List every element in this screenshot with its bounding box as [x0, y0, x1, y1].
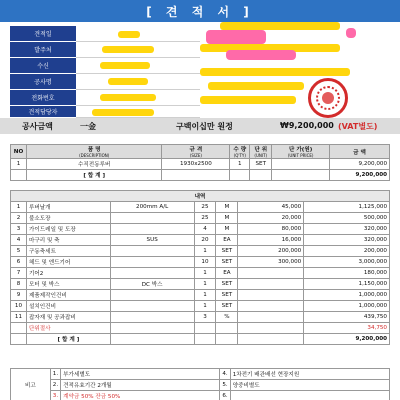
redaction-mark — [92, 109, 154, 116]
info-label-project: 공사명 — [10, 74, 76, 90]
info-label-recipient: 수신 — [10, 58, 76, 74]
cell-qty: 1 — [194, 279, 216, 290]
cell-unit — [216, 323, 238, 334]
table-row — [11, 235, 390, 246]
cell-no: 9 — [11, 290, 27, 301]
cell-spec: 200mm A/L — [110, 202, 194, 213]
cell-qty: 20 — [194, 235, 216, 246]
cell-amount: 320,000 — [304, 235, 390, 246]
cell-price: 20,000 — [238, 213, 304, 224]
cell-qty — [194, 323, 216, 334]
cell-amount: 500,000 — [304, 213, 390, 224]
cell-item: 설치인건비 — [26, 301, 110, 312]
cell-amount: 1,125,000 — [304, 202, 390, 213]
cell-unit: % — [216, 312, 238, 323]
cell-spec — [110, 301, 194, 312]
cell-unit: EA — [216, 235, 238, 246]
remark-item: 1차전기 배관배선 현장지원 — [230, 369, 389, 380]
table-row — [11, 323, 390, 334]
cell-amount: 180,000 — [304, 268, 390, 279]
detail-total-row: [ 합 계 ] 9,200,000 — [11, 334, 390, 345]
cell-price: 80,000 — [238, 224, 304, 235]
info-label-phone: 전화번호 — [10, 90, 76, 106]
cell-no: 11 — [11, 312, 27, 323]
cell-no — [11, 323, 27, 334]
detail-section-title: 내역 — [11, 191, 390, 202]
cell-price — [238, 312, 304, 323]
cell-item: 구동축세트 — [26, 246, 110, 257]
cell-item: 헤드 및 엔드기어 — [26, 257, 110, 268]
cell-price: 200,000 — [238, 246, 304, 257]
cell-item: 기어2 — [26, 268, 110, 279]
redaction-mark — [220, 22, 340, 30]
cell-spec — [110, 246, 194, 257]
table-row: 1 수직전동루버 1930x2500 1 SET 9,200,000 — [11, 159, 390, 170]
cell-item: 가이드레일 및 도장 — [26, 224, 110, 235]
header-qty: 수 량 (Q'TY) — [230, 145, 250, 159]
redaction-mark — [108, 78, 148, 85]
remarks-label: 비고 — [11, 369, 51, 400]
remark-item: 계약금 50% 잔금 50% — [61, 391, 220, 400]
cell-no: 5 — [11, 246, 27, 257]
cell-item: 단위절사 — [26, 323, 110, 334]
cell-amount: 1,000,000 — [304, 290, 390, 301]
info-label-manager: 견적담당자 — [10, 106, 76, 118]
cell-unit: M — [216, 202, 238, 213]
amount-unit: 一金 — [80, 122, 96, 131]
redaction-mark — [346, 28, 356, 38]
cell-item: 불소도장 — [26, 213, 110, 224]
table-row — [11, 257, 390, 268]
cell-no: 10 — [11, 301, 27, 312]
cell-qty: 1 — [194, 290, 216, 301]
summary-table — [10, 144, 390, 181]
cell-unit: M — [216, 213, 238, 224]
cell-spec — [110, 290, 194, 301]
amount-vat-note: (VAT별도) — [338, 122, 378, 131]
cell-qty: 1 — [194, 301, 216, 312]
table-row — [11, 213, 390, 224]
cell-no: 3 — [11, 224, 27, 235]
table-row — [11, 312, 390, 323]
summary-header-row — [11, 145, 390, 159]
cell-unit: SET — [216, 279, 238, 290]
cell-price — [238, 290, 304, 301]
header-amount: 금 액 — [330, 145, 390, 159]
cell-spec — [110, 268, 194, 279]
contract-amount-bar — [0, 118, 400, 134]
cell-item: 잡자재 및 공과잡비 — [26, 312, 110, 323]
remark-item: 견적유효기간 2개월 — [61, 380, 220, 391]
cell-price — [238, 301, 304, 312]
cell-qty: 3 — [194, 312, 216, 323]
cell-item: 마구리 및 축 — [26, 235, 110, 246]
redaction-mark — [200, 68, 350, 76]
table-row — [11, 202, 390, 213]
header-no: NO — [11, 145, 27, 159]
redaction-mark — [208, 82, 304, 90]
cell-no: 7 — [11, 268, 27, 279]
cell-item: 제품제작인건비 — [26, 290, 110, 301]
cell-unit: SET — [216, 257, 238, 268]
redaction-mark — [102, 46, 154, 53]
table-row — [11, 246, 390, 257]
cell-qty: 25 — [194, 213, 216, 224]
remark-item — [230, 391, 389, 400]
cell-qty: 1 — [194, 268, 216, 279]
cell-unit: SET — [216, 301, 238, 312]
cell-spec — [110, 312, 194, 323]
cell-amount: 439,750 — [304, 312, 390, 323]
table-row — [11, 301, 390, 312]
table-row — [11, 279, 390, 290]
redaction-mark — [200, 96, 296, 104]
cell-price — [238, 279, 304, 290]
cell-amount: 34,750 — [304, 323, 390, 334]
cell-qty: 4 — [194, 224, 216, 235]
cell-spec — [110, 323, 194, 334]
remark-item: 부가세별도 — [61, 369, 220, 380]
header-unit-price: 단 가(원) (UNIT PRICE) — [272, 145, 330, 159]
table-row — [11, 268, 390, 279]
redaction-mark — [118, 31, 140, 38]
table-row — [11, 224, 390, 235]
cell-amount: 1,150,000 — [304, 279, 390, 290]
cell-qty: 25 — [194, 202, 216, 213]
cell-amount: 320,000 — [304, 224, 390, 235]
summary-total-row: [ 합 계 ] 9,200,000 — [11, 170, 390, 181]
cell-no: 6 — [11, 257, 27, 268]
cell-no: 8 — [11, 279, 27, 290]
cell-item: 루버날개 — [26, 202, 110, 213]
amount-korean: 구백이십만 원정 — [176, 122, 233, 131]
remarks-table: 비고 1. 부가세별도 4. 1차전기 배관배선 현장지원 2. 견적유효기간 2개월 5. 양중비별도 3. 계약금 50% 잔금 50% 6. — [10, 368, 390, 400]
remark-item: 양중비별도 — [230, 380, 389, 391]
detail-table — [10, 190, 390, 345]
cell-spec: DC 박스 — [110, 279, 194, 290]
redaction-mark — [100, 94, 156, 101]
document-title: [ 견 적 서 ] — [0, 0, 400, 22]
header-size: 규 격 (SIZE) — [162, 145, 230, 159]
cell-amount: 1,000,000 — [304, 301, 390, 312]
cell-no: 2 — [11, 213, 27, 224]
header-description: 품 명 (DESCRIPTION) — [26, 145, 161, 159]
table-row — [11, 290, 390, 301]
cell-qty: 10 — [194, 257, 216, 268]
info-label-date: 견적일 — [10, 26, 76, 42]
cell-unit: SET — [216, 290, 238, 301]
cell-price — [238, 268, 304, 279]
cell-unit: SET — [216, 246, 238, 257]
cell-unit: EA — [216, 268, 238, 279]
cell-price: 16,000 — [238, 235, 304, 246]
amount-label: 공사금액 — [22, 122, 53, 131]
redaction-mark — [226, 50, 296, 60]
info-label-client: 발주처 — [10, 42, 76, 58]
redaction-mark — [206, 30, 266, 44]
cell-price: 300,000 — [238, 257, 304, 268]
cell-price: 45,000 — [238, 202, 304, 213]
cell-price — [238, 323, 304, 334]
cell-amount: 200,000 — [304, 246, 390, 257]
cell-spec: SUS — [110, 235, 194, 246]
cell-spec — [110, 213, 194, 224]
cell-amount: 3,000,000 — [304, 257, 390, 268]
cell-qty: 1 — [194, 246, 216, 257]
cell-spec — [110, 257, 194, 268]
cell-unit: M — [216, 224, 238, 235]
company-seal-stamp — [308, 78, 348, 118]
amount-numeric: ₩9,200,000 — [280, 121, 334, 130]
redaction-mark — [100, 62, 150, 69]
cell-item: 모터 및 박스 — [26, 279, 110, 290]
cell-no: 4 — [11, 235, 27, 246]
cell-no: 1 — [11, 202, 27, 213]
header-unit: 단 위 (UNIT) — [250, 145, 272, 159]
cell-spec — [110, 224, 194, 235]
